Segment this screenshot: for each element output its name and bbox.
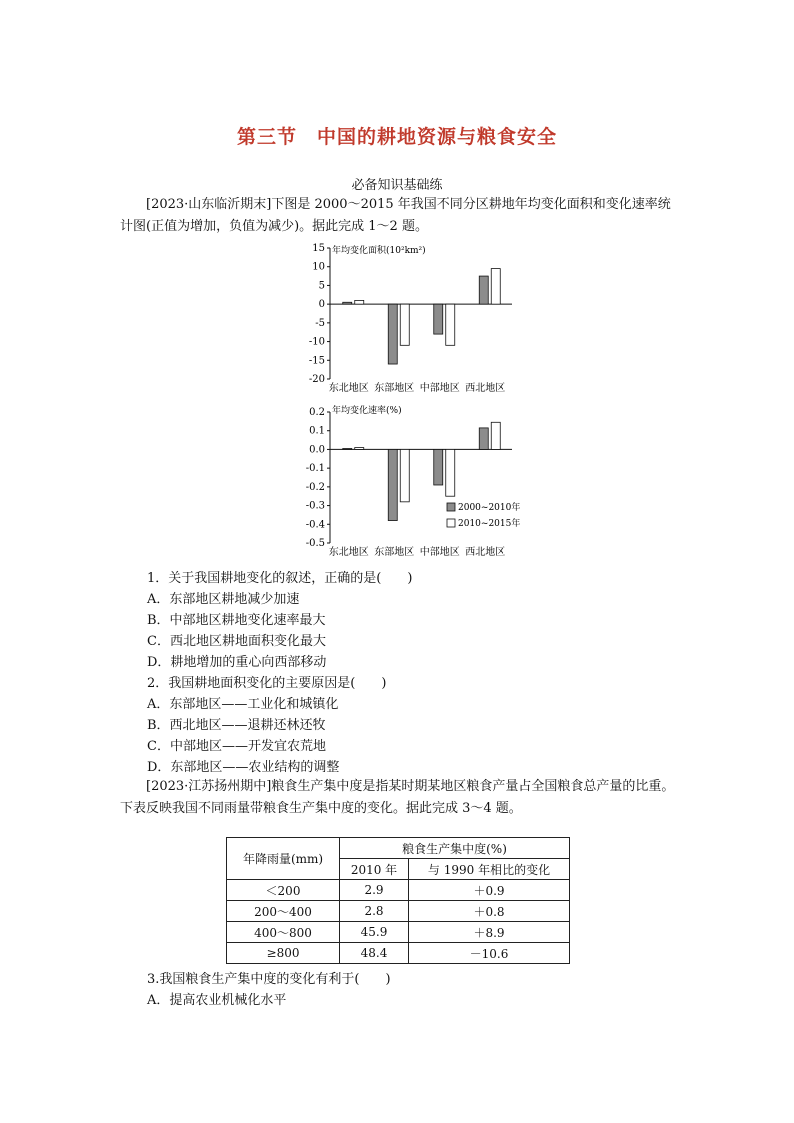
y-tick-label: -0.2 <box>305 481 325 493</box>
table-row <box>227 901 570 922</box>
legend-swatch-2010-2015 <box>447 519 455 527</box>
bar <box>343 448 352 449</box>
table-cell: ＋8.9 <box>409 922 570 943</box>
y-tick-label: -0.5 <box>305 538 325 549</box>
question-3-stem: 3.我国粮食生产集中度的变化有利于( ) <box>147 972 391 987</box>
table-cell: 400～800 <box>227 922 340 943</box>
chart-title: 年均变化速率(%) <box>332 406 402 416</box>
bar <box>446 304 455 345</box>
table-cell: 200～400 <box>227 901 340 922</box>
table-header-2010: 2010 年 <box>340 859 409 880</box>
x-category-label: 东北地区 <box>328 383 369 394</box>
y-tick-label: -5 <box>315 317 325 329</box>
table-row <box>227 922 570 943</box>
question-2-option-a[interactable]: A．东部地区——工业化和城镇化 <box>147 697 339 712</box>
table-cell: ＜200 <box>227 880 340 901</box>
x-category-label: 东部地区 <box>374 383 415 394</box>
x-category-label: 西北地区 <box>465 547 506 558</box>
chart-title: 年均变化面积(10²km²) <box>332 246 426 256</box>
bar <box>479 276 488 304</box>
legend-label: 2010~2015年 <box>458 519 521 529</box>
y-tick-label: 10 <box>312 261 325 273</box>
bar <box>400 449 409 501</box>
question-1-option-d[interactable]: D．耕地增加的重心向西部移动 <box>147 655 327 670</box>
x-category-label: 中部地区 <box>419 383 460 394</box>
chart-rate-change <box>280 400 540 560</box>
data-table <box>226 837 570 964</box>
y-tick-label: 5 <box>318 280 325 292</box>
bar <box>400 304 409 345</box>
page-title: 第三节 中国的耕地资源与粮食安全 <box>236 126 557 148</box>
intro-paragraph-2: [2023·江苏扬州期中]粮食生产集中度是指某时期某地区粮食产量占全国粮食总产量的比重。下表反映我国不同雨量带粮食生产集中度的变化。据此完成 3～4 题。 <box>120 779 675 816</box>
question-1-option-b[interactable]: B．中部地区耕地变化速率最大 <box>147 613 326 628</box>
y-tick-label: 0.2 <box>309 407 325 418</box>
table-cell: 45.9 <box>340 922 409 943</box>
table-row <box>227 880 570 901</box>
legend-label: 2000~2010年 <box>458 503 521 513</box>
chart-legend <box>447 501 520 529</box>
question-2-option-b[interactable]: B．西北地区——退耕还林还牧 <box>147 718 326 733</box>
table-cell: ＋0.9 <box>409 880 570 901</box>
bar <box>343 302 352 304</box>
question-2-option-d[interactable]: D．东部地区——农业结构的调整 <box>147 760 340 775</box>
table-cell: ＋0.8 <box>409 901 570 922</box>
y-tick-label: -0.1 <box>305 463 325 475</box>
legend-swatch-2000-2010 <box>447 503 455 511</box>
section-subtitle: 必备知识基础练 <box>351 178 443 193</box>
y-tick-label: 0 <box>318 299 325 311</box>
bar <box>491 269 500 305</box>
bar <box>355 300 364 304</box>
table-header-group: 粮食生产集中度(%) <box>340 838 570 859</box>
table-cell: 2.9 <box>340 880 409 901</box>
question-2-option-c[interactable]: C．中部地区——开发宜农荒地 <box>147 739 326 754</box>
table-header-change: 与 1990 年相比的变化 <box>409 859 570 880</box>
bar <box>434 449 443 485</box>
question-1-stem: 1．关于我国耕地变化的叙述，正确的是( ) <box>147 571 413 586</box>
chart-area-change <box>280 238 540 398</box>
table-header-rainfall: 年降雨量(mm) <box>227 838 340 880</box>
y-tick-label: -10 <box>308 336 325 348</box>
table-cell: －10.6 <box>409 943 570 964</box>
bar <box>355 448 364 450</box>
x-category-label: 东北地区 <box>328 547 369 558</box>
table-row <box>227 943 570 964</box>
question-3-option-a[interactable]: A．提高农业机械化水平 <box>147 993 287 1008</box>
question-1-option-c[interactable]: C．西北地区耕地面积变化最大 <box>147 634 326 649</box>
x-category-label: 西北地区 <box>465 383 506 394</box>
y-tick-label: 0.0 <box>309 444 325 456</box>
bar <box>446 449 455 496</box>
question-2-stem: 2．我国耕地面积变化的主要原因是( ) <box>147 676 387 691</box>
y-tick-label: -15 <box>308 355 325 367</box>
question-1-option-a[interactable]: A．东部地区耕地减少加速 <box>147 592 300 607</box>
y-tick-label: 15 <box>312 243 325 254</box>
y-tick-label: -0.4 <box>305 519 325 531</box>
bar <box>479 428 488 450</box>
table-cell: 48.4 <box>340 943 409 964</box>
bar <box>388 449 397 520</box>
bar <box>434 304 443 334</box>
y-tick-label: 0.1 <box>309 425 325 437</box>
bar <box>388 304 397 364</box>
y-tick-label: -0.3 <box>305 500 325 512</box>
x-category-label: 中部地区 <box>419 547 460 558</box>
intro-paragraph-1: [2023·山东临沂期末]下图是 2000～2015 年我国不同分区耕地年均变化面积和变化速率统计图(正值为增加，负值为减少)。据此完成 1～2 题。 <box>120 197 671 234</box>
chart-axis <box>330 248 512 379</box>
x-category-label: 东部地区 <box>374 547 415 558</box>
bar <box>491 422 500 449</box>
y-tick-label: -20 <box>308 374 325 385</box>
table-cell: ≥800 <box>227 943 340 964</box>
table-cell: 2.8 <box>340 901 409 922</box>
